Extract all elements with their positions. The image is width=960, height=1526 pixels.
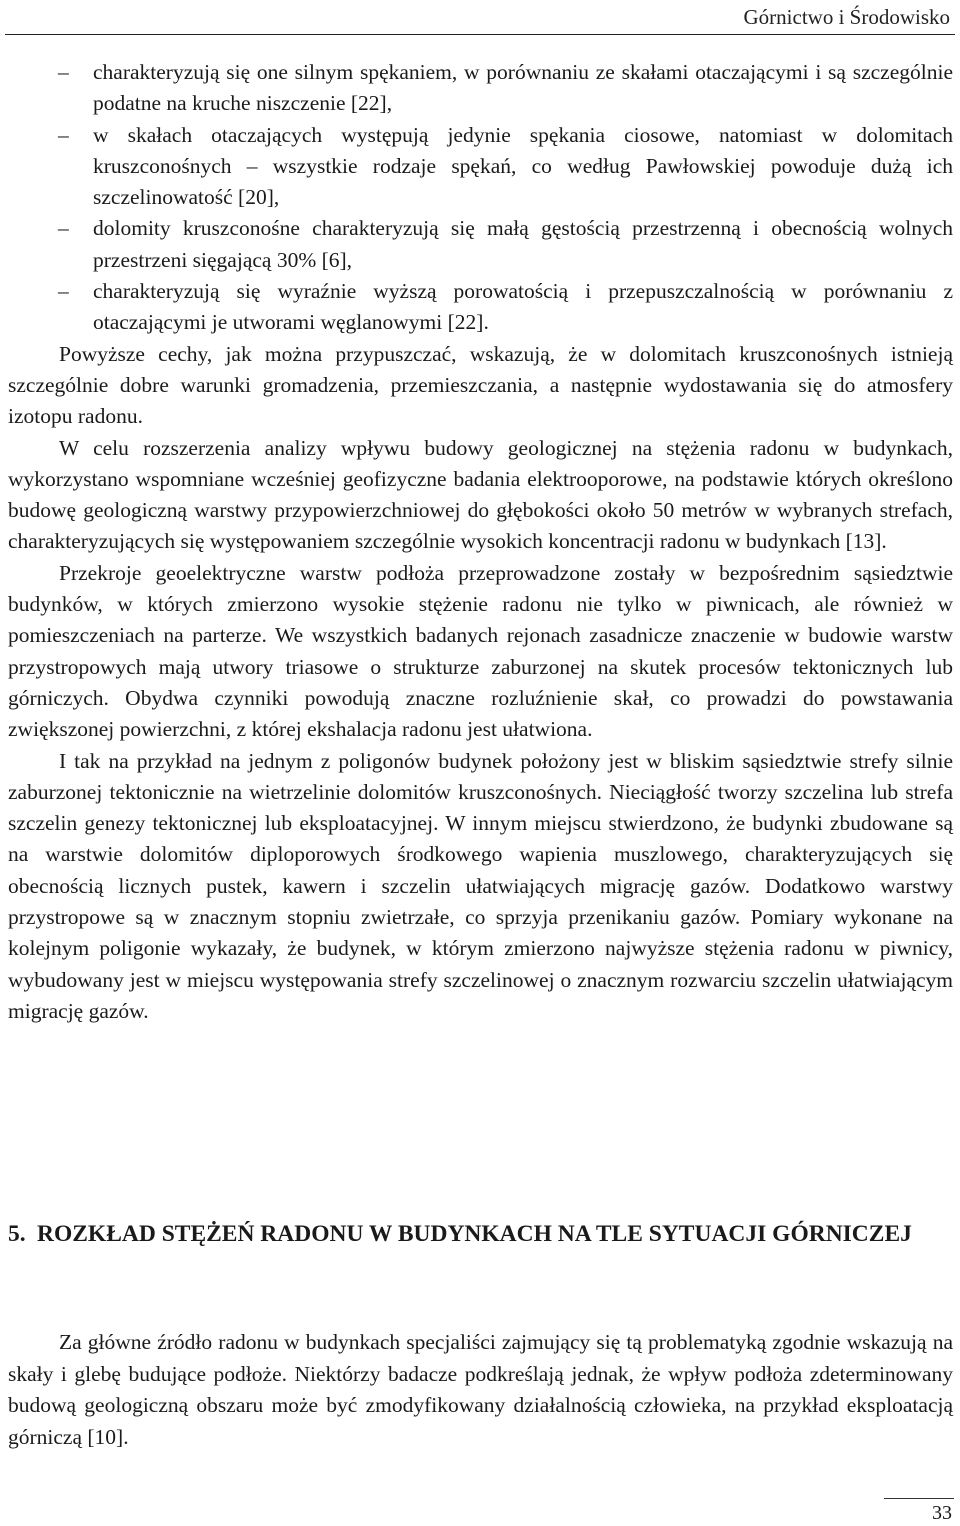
footer-divider <box>884 1498 954 1499</box>
paragraph: I tak na przykład na jednym z poligonów budynek położony jest w bliskim sąsiedztwie strefy silnie zaburzonej tektonicznie na wietrzelinie dolomitów kruszconośnych. Nieciągłość tworzy szczelina lub strefa szczelin genezy tektonicznej lub eksploatacyjnej. W innym miejscu stwierdzono, że budynki zbudowane są na warstwie dolomitów diploporowych środkowego wapienia muszlowego, charakteryzujących się obecnością licznych pustek, kawern i szczelin ułatwiających migrację gazów. Dodatkowo warstwy przystropowe są w znacznym stopniu zwietrzałe, co sprzyja przenikaniu gazów. Pomiary wykonane na kolejnym poligonie wykazały, że budynek, w którym zmierzono najwyższe stężenia radonu w piwnicy, wybudowany jest w miejscu występowania strefy szczelinowej o znacznym rozwarciu szczelin ułatwiającym migrację gazów. <box>8 748 953 1023</box>
bullet-text: charakteryzują się one silnym spękaniem, w porównaniu ze skałami otaczającymi i są szczególnie podatne na kruche niszczenie [22], <box>93 60 953 116</box>
page-header <box>0 0 960 36</box>
running-header-title: Górnictwo i Środowisko <box>743 5 950 29</box>
dash-marker: – <box>58 122 69 147</box>
bullet-item <box>8 57 953 120</box>
bullet-text: charakteryzują się wyraźnie wyższą porowatością i przepuszczalnością w porównaniu z otaczającymi je utworami węglanowymi [22]. <box>93 279 953 335</box>
bullet-text: w skałach otaczających występują jedynie spękania ciosowe, natomiast w dolomitach kruszconośnych – wszystkie rodzaje spękań, co według Pawłowskiej powoduje dużą ich szczelinowatość [20], <box>93 122 953 210</box>
section-title: ROZKŁAD STĘŻEŃ RADONU W BUDYNKACH NA TLE SYTUACJI GÓRNICZEJ <box>37 1221 912 1247</box>
section-body <box>8 1327 953 1453</box>
paragraph: Za główne źródło radonu w budynkach specjaliści zajmujący się tą problematyką zgodnie wskazują na skały i glebę budujące podłoże. Niektórzy badacze podkreślają jednak, że wpływ podłoża zdeterminowany budową geologiczną obszaru może być zmodyfikowany działalnością człowieka, na przykład eksploatacją górniczą [10]. <box>8 1330 953 1449</box>
header-divider <box>5 34 955 35</box>
dash-marker: – <box>58 279 69 304</box>
bullet-item <box>8 120 953 214</box>
page-number: 33 <box>932 1502 952 1524</box>
paragraph: Przekroje geoelektryczne warstw podłoża przeprowadzone zostały w bezpośrednim sąsiedztwie budynków, w których zmierzono wysokie stężenie radonu nie tylko w piwnicach, ale również w pomieszczeniach na parterze. We wszystkich badanych rejonach zasadnicze znaczenie w budowie warstw przystropowych mają utwory triasowe o strukturze zaburzonej na skutek procesów tektonicznych lub górniczych. Obydwa czynniki powodują znaczne rozluźnienie skał, co prowadzi do powstawania zwiększonej powierzchni, z której ekshalacja radonu jest ułatwiona. <box>8 560 953 742</box>
dash-marker: – <box>58 60 69 84</box>
bullet-list <box>8 57 953 339</box>
section-number: 5. <box>8 1221 26 1247</box>
paragraph: W celu rozszerzenia analizy wpływu budowy geologicznej na stężenia radonu w budynkach, wykorzystano wspomniane wcześniej geofizyczne badania elektrooporowe, na podstawie których określono budowę geologiczną warstwy przypowierzchniowej do głębokości około 50 metrów w wybranych strefach, charakteryzujących się występowaniem szczególnie wysokich koncentracji radonu w budynkach [13]. <box>8 435 953 554</box>
paragraph: Powyższe cechy, jak można przypuszczać, wskazują, że w dolomitach kruszconośnych istnieją szczególnie dobre warunki gromadzenia, przemieszczania, a następnie wydostawania się do atmosfery izotopu radonu. <box>8 341 953 429</box>
section-heading <box>8 1218 948 1250</box>
dash-marker: – <box>58 216 69 241</box>
bullet-item <box>8 213 953 276</box>
bullet-item <box>8 276 953 339</box>
bullet-text: dolomity kruszconośne charakteryzują się małą gęstością przestrzenną i obecnością wolnych przestrzeni sięgającą 30% [6], <box>93 216 953 272</box>
main-content <box>8 57 953 1027</box>
